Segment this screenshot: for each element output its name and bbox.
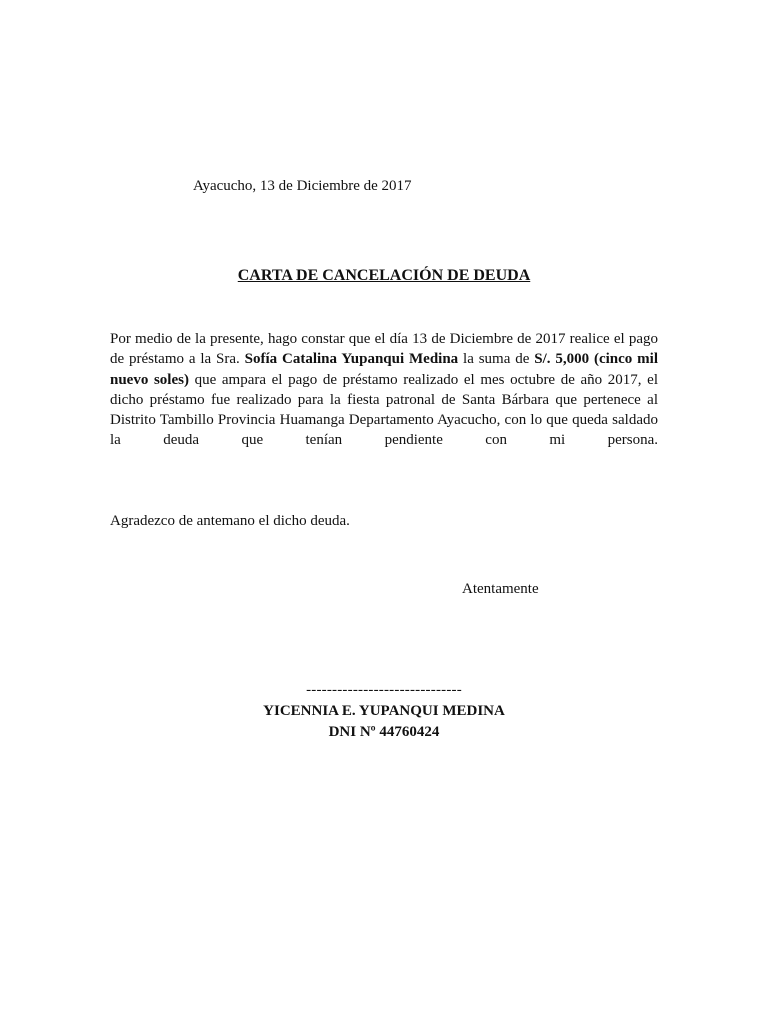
letter-title: CARTA DE CANCELACIÓN DE DEUDA xyxy=(237,267,531,284)
date-line: Ayacucho, 13 de Diciembre de 2017 xyxy=(193,178,412,194)
signer-dni: DNI Nº 44760424 xyxy=(328,724,440,740)
body-text-part2: la suma de xyxy=(458,351,535,368)
signer-name: YICENNIA E. YUPANQUI MEDINA xyxy=(263,703,505,719)
signature-block xyxy=(0,680,768,743)
signature-line: ------------------------------ xyxy=(306,682,462,698)
thanks-line: Agradezco de antemano el dicho deuda. xyxy=(110,513,350,529)
letter-body-paragraph xyxy=(110,329,658,451)
debt-amount: S/. 5,000 (cinco mil nuevo soles) xyxy=(110,351,658,388)
body-text-part3: que ampara el pago de préstamo realizado el mes octubre de año 2017, el dicho préstamo fue realizado para la fiesta patronal de Santa Bárbara que pertenece al Distrito Tambillo Provincia Huamanga Departamento Ayacucho, con lo que queda saldado la deuda que tenían pendiente con mi persona. xyxy=(110,371,658,449)
body-text-part1: Por medio de la presente, hago constar que el día 13 de Diciembre de 2017 realice el pago de préstamo a la Sra. xyxy=(110,331,658,368)
creditor-name: Sofía Catalina Yupanqui Medina xyxy=(244,351,459,368)
closing-text: Atentamente xyxy=(462,581,539,597)
